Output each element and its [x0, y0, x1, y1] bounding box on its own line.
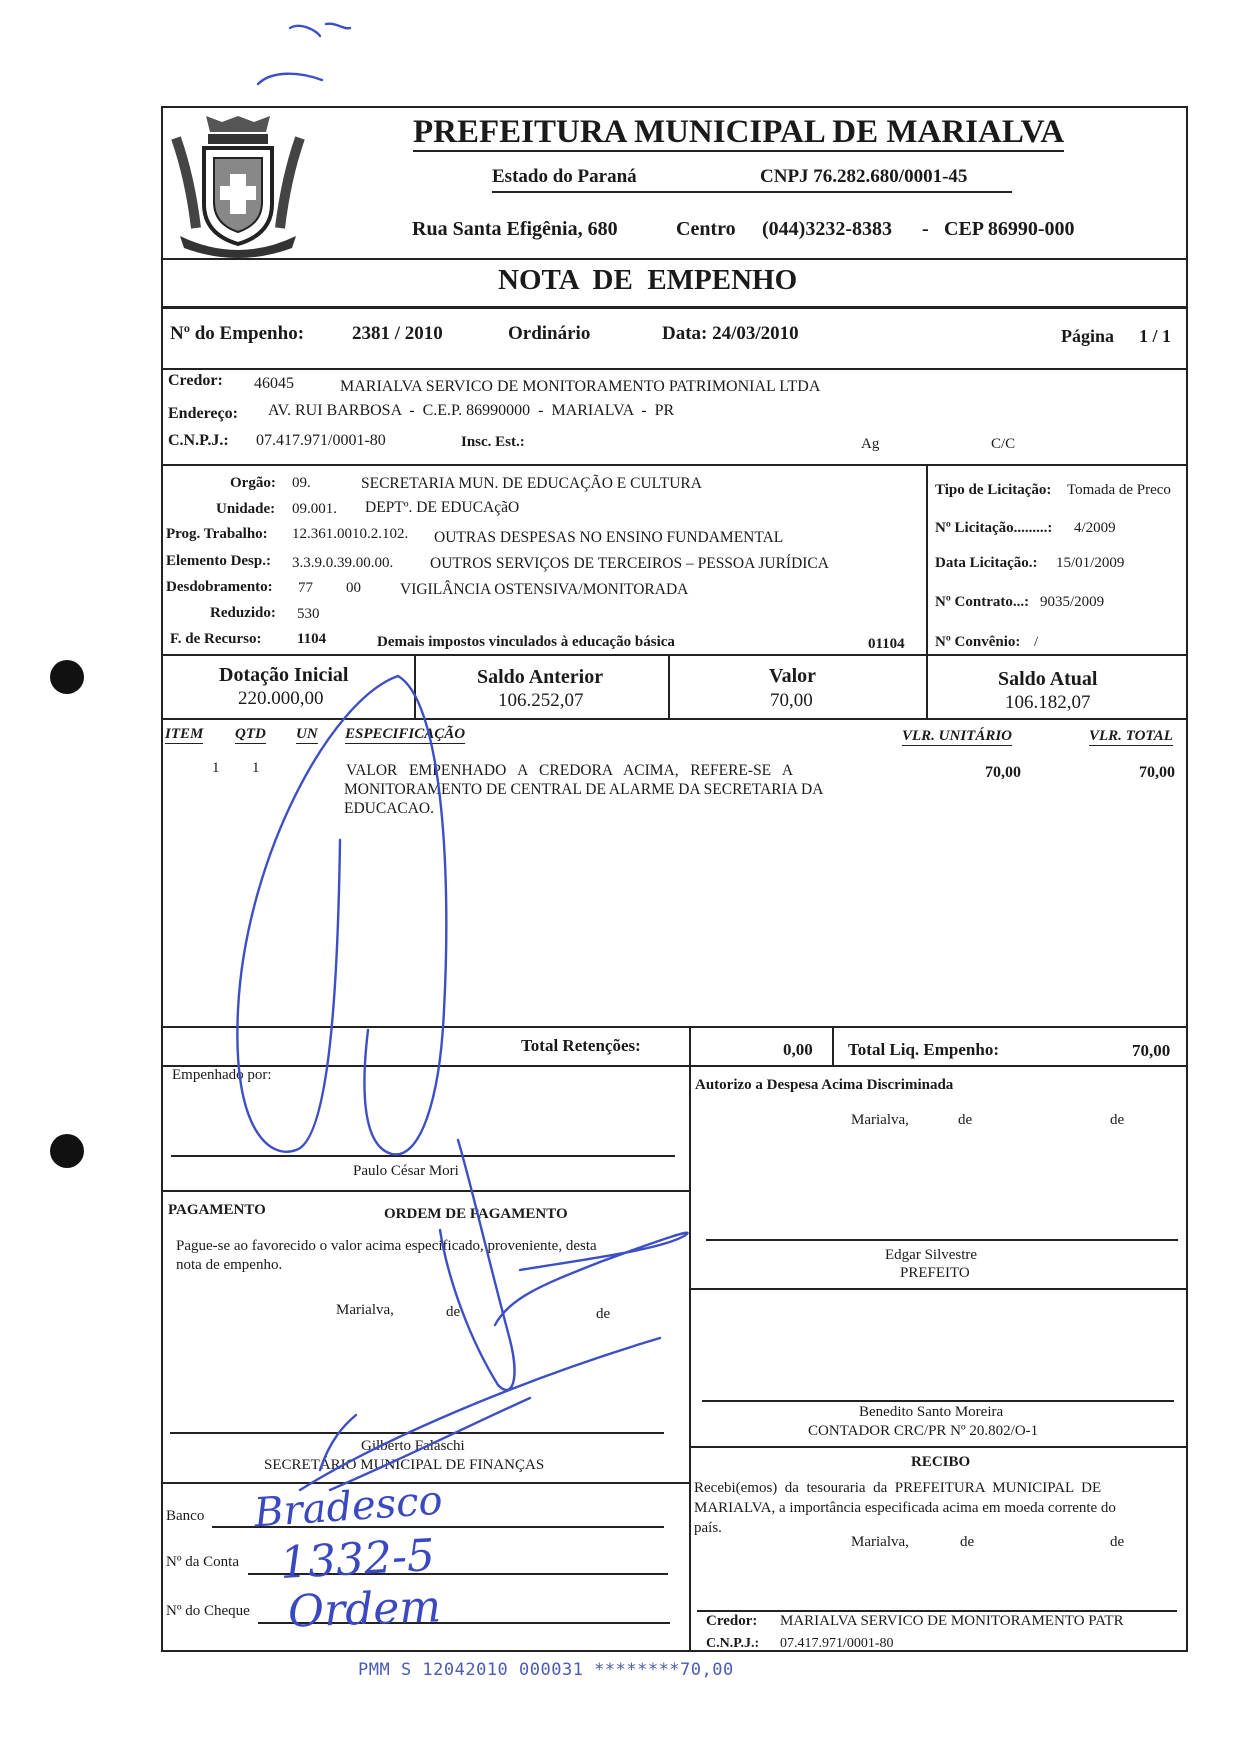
dotacao-label: Dotação Inicial: [219, 664, 349, 686]
header-title: PREFEITURA MUNICIPAL DE MARIALVA: [413, 114, 1065, 150]
empenhado-label: Empenhado por:: [172, 1067, 272, 1083]
reduzido-label: Reduzido:: [210, 605, 276, 621]
empenho-number-label: Nº do Empenho:: [170, 323, 305, 344]
elemento: OUTROS SERVIÇOS DE TERCEIROS – PESSOA JURÍDICA: [430, 555, 829, 572]
liquido-label: Total Liq. Empenho:: [848, 1040, 999, 1059]
header-district: Centro: [676, 218, 736, 240]
divider: [689, 1026, 691, 1066]
prefeito-title: PREFEITO: [900, 1265, 970, 1281]
recurso-code-2: 01104: [868, 636, 905, 652]
divider: [161, 1065, 1188, 1067]
item-description-3: EDUCACAO.: [344, 800, 434, 817]
un-header: UN: [296, 726, 318, 742]
financas-title: SECRETÁRIO MUNICIPAL DE FINANÇAS: [264, 1457, 545, 1473]
prog-code: 12.361.0010.2.102.: [292, 526, 409, 542]
recurso-code: 1104: [297, 631, 327, 647]
orgao: SECRETARIA MUN. DE EDUCAÇÃO E CULTURA: [361, 475, 702, 492]
financas-name: Gilberto Falaschi: [361, 1438, 465, 1454]
divider: [689, 1446, 1188, 1448]
signature-line: [697, 1610, 1177, 1612]
autorizo-de-1: de: [958, 1112, 973, 1128]
contrato-label: Nº Contrato...:: [935, 594, 1030, 610]
convenio-label: Nº Convênio:: [935, 634, 1021, 650]
convenio: /: [1034, 634, 1039, 650]
banco-handwriting: Bradesco: [252, 1477, 445, 1537]
unidade-label: Unidade:: [216, 501, 276, 517]
item-unit-value: 70,00: [985, 764, 1021, 781]
divider: [161, 464, 1188, 466]
recibo-label: RECIBO: [911, 1454, 971, 1470]
cnpj: 07.417.971/0001-80: [256, 432, 386, 449]
address-label: Endereço:: [168, 405, 238, 422]
divider: [161, 258, 1188, 260]
conta-handwriting: 1332-5: [278, 1529, 437, 1590]
saldo-atual-label: Saldo Atual: [998, 668, 1098, 690]
punch-hole-top: [50, 660, 84, 694]
divider: [161, 1190, 690, 1192]
empenhado-name: Paulo César Mori: [353, 1163, 459, 1179]
credor-label: Credor:: [168, 372, 223, 389]
page-label: Página: [1061, 326, 1115, 346]
unidade: DEPTº. DE EDUCAçãO: [365, 499, 520, 516]
numero-licitacao: 4/2009: [1074, 520, 1116, 536]
data-licitacao: 15/01/2009: [1056, 555, 1125, 571]
elemento-code: 3.3.9.0.39.00.00.: [292, 555, 394, 571]
address: AV. RUI BARBOSA - C.E.P. 86990000 - MARIALVA - PR: [268, 402, 675, 419]
recibo-cnpj: 07.417.971/0001-80: [780, 1636, 894, 1651]
pagamento-label: PAGAMENTO: [168, 1202, 266, 1218]
payment-stamp: PMM S 12042010 000031 ********70,00: [358, 1660, 734, 1680]
cc-label: C/C: [991, 436, 1016, 452]
orgao-label: Orgão:: [230, 475, 276, 491]
tipo-licitacao-label: Tipo de Licitação:: [935, 482, 1052, 498]
header-separator: -: [922, 218, 929, 240]
prog-label: Prog. Trabalho:: [166, 526, 268, 542]
contador-name: Benedito Santo Moreira: [859, 1404, 1004, 1420]
especificacao-header: ESPECIFICAÇÃO: [345, 726, 466, 742]
recibo-credor-label: Credor:: [706, 1613, 758, 1629]
liquido-value: 70,00: [1132, 1041, 1171, 1060]
item-description-2: MONITORAMENTO DE CENTRAL DE ALARME DA SECRETARIA DA: [344, 781, 824, 798]
empenho-date: Data: 24/03/2010: [662, 323, 799, 344]
empenho-type: Ordinário: [508, 323, 591, 344]
pague-text-1: Pague-se ao favorecido o valor acima especificado, proveniente, desta: [176, 1238, 597, 1254]
credor-code: 46045: [254, 375, 294, 392]
recibo-de-1: de: [960, 1534, 975, 1550]
divider: [161, 654, 1188, 656]
signature-line: [706, 1239, 1178, 1241]
item-description-1: VALOR EMPENHADO A CREDORA ACIMA, REFERE-SE A: [346, 762, 794, 779]
item-total-value: 70,00: [1139, 764, 1175, 781]
divider: [926, 654, 928, 718]
signature-line: [170, 1432, 664, 1434]
page-number: 1 / 1: [1139, 326, 1172, 346]
desdobramento-label: Desdobramento:: [166, 579, 273, 595]
saldo-anterior-value: 106.252,07: [498, 690, 584, 711]
divider: [161, 718, 1188, 720]
qtd-header: QTD: [235, 726, 266, 742]
saldo-atual-value: 106.182,07: [1005, 692, 1091, 713]
total-value-header: VLR. TOTAL: [1089, 728, 1173, 744]
header-cep: CEP 86990-000: [944, 218, 1075, 240]
unit-value-header: VLR. UNITÁRIO: [902, 728, 1013, 744]
recibo-text-3: país.: [694, 1520, 722, 1536]
signature-line: [702, 1400, 1174, 1402]
punch-hole-bottom: [50, 1134, 84, 1168]
divider: [832, 1026, 834, 1066]
desdobramento: VIGILÂNCIA OSTENSIVA/MONITORADA: [400, 581, 689, 598]
recibo-cnpj-label: C.N.P.J.:: [706, 1636, 760, 1651]
retencoes-label: Total Retenções:: [521, 1036, 641, 1055]
reduzido: 530: [297, 606, 320, 622]
elemento-label: Elemento Desp.:: [166, 553, 271, 569]
data-licitacao-label: Data Licitação.:: [935, 555, 1038, 571]
autorizo-city: Marialva,: [851, 1112, 909, 1128]
recibo-text-1: Recebi(emos) da tesouraria da PREFEITURA MUNICIPAL DE: [694, 1480, 1102, 1496]
header-cnpj: CNPJ 76.282.680/0001-45: [760, 166, 968, 187]
saldo-anterior-label: Saldo Anterior: [477, 666, 604, 688]
item-number: 1: [212, 760, 220, 776]
ordem-pagamento-label: ORDEM DE PAGAMENTO: [384, 1206, 568, 1222]
divider: [668, 654, 670, 718]
insc-label: Insc. Est.:: [461, 434, 525, 450]
tipo-licitacao: Tomada de Preco: [1067, 482, 1171, 498]
credor-name: MARIALVA SERVICO DE MONITORAMENTO PATRIMONIAL LTDA: [340, 378, 821, 395]
autorizo-de-2: de: [1110, 1112, 1125, 1128]
autorizo-label: Autorizo a Despesa Acima Discriminada: [695, 1077, 954, 1093]
desdobramento-code-2: 00: [346, 580, 361, 596]
conta-label: Nº da Conta: [166, 1554, 239, 1570]
coat-of-arms-icon: [166, 108, 310, 258]
header-state: Estado do Paraná: [492, 166, 637, 187]
header-phone: (044)3232-8383: [762, 218, 892, 240]
pagamento-city: Marialva,: [336, 1302, 394, 1318]
cheque-label: Nº do Cheque: [166, 1603, 250, 1619]
divider: [689, 1065, 691, 1652]
signature-line: [171, 1155, 675, 1157]
banco-label: Banco: [166, 1508, 205, 1524]
prefeito-name: Edgar Silvestre: [885, 1247, 978, 1263]
desdobramento-code-1: 77: [298, 580, 313, 596]
document-title: NOTA DE EMPENHO: [498, 264, 798, 296]
recibo-credor-name: MARIALVA SERVICO DE MONITORAMENTO PATR: [780, 1613, 1124, 1629]
item-qty: 1: [252, 760, 260, 776]
contrato: 9035/2009: [1040, 594, 1105, 610]
recibo-city: Marialva,: [851, 1534, 909, 1550]
divider: [161, 368, 1188, 370]
recurso-label: F. de Recurso:: [170, 631, 262, 647]
divider: [689, 1288, 1188, 1290]
orgao-code: 09.: [292, 475, 311, 491]
pague-text-2: nota de empenho.: [176, 1257, 283, 1273]
contador-title: CONTADOR CRC/PR Nº 20.802/O-1: [808, 1423, 1039, 1439]
valor-label: Valor: [769, 665, 817, 687]
divider: [926, 464, 928, 654]
retencoes-value: 0,00: [783, 1040, 813, 1059]
unidade-code: 09.001.: [292, 501, 337, 517]
header-underline: [492, 191, 1012, 193]
recurso: Demais impostos vinculados à educação básica: [377, 634, 675, 650]
divider: [161, 306, 1188, 309]
item-header: ITEM: [165, 726, 204, 742]
pagamento-de-1: de: [446, 1304, 461, 1320]
valor-value: 70,00: [770, 690, 813, 711]
prog: OUTRAS DESPESAS NO ENSINO FUNDAMENTAL: [434, 529, 784, 546]
empenho-number: 2381 / 2010: [352, 323, 443, 344]
cheque-handwriting: Ordem: [287, 1581, 442, 1638]
pagamento-de-2: de: [596, 1306, 611, 1322]
recibo-de-2: de: [1110, 1534, 1125, 1550]
ag-label: Ag: [861, 436, 880, 452]
cnpj-label: C.N.P.J.:: [168, 432, 229, 449]
header-street: Rua Santa Efigênia, 680: [412, 218, 618, 240]
divider: [414, 654, 416, 718]
recibo-text-2: MARIALVA, a importância especificada acima em moeda corrente do: [694, 1500, 1116, 1516]
dotacao-value: 220.000,00: [238, 688, 324, 709]
divider: [161, 1026, 1188, 1028]
numero-licitacao-label: Nº Licitação.........:: [935, 520, 1053, 536]
